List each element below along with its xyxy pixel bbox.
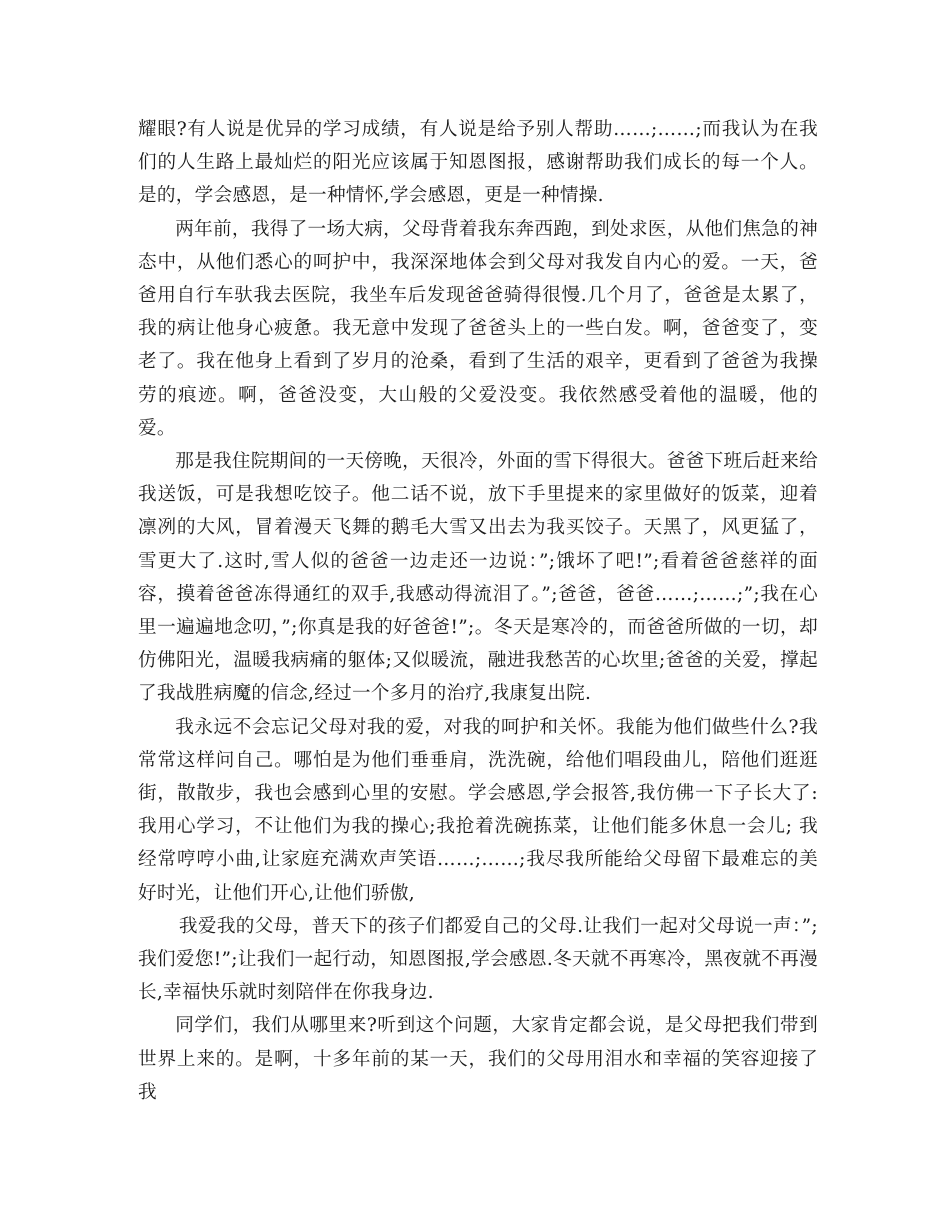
document-body (138, 113, 818, 1109)
paragraph-6: 同学们，我们从哪里来?听到这个问题，大家肯定都会说，是父母把我们带到世界上来的。是啊，十多年前的某一天，我们的父母用泪水和幸福的笑容迎接了我 (138, 1015, 818, 1103)
paragraph-2: 两年前，我得了一场大病，父母背着我东奔西跑，到处求医，从他们焦急的神态中，从他们悉心的呵护中，我深深地体会到父母对我发自内心的爱。一天，爸爸用自行车驮我去医院，我坐车后发现爸爸骑得很慢.几个月了，爸爸是太累了，我的病让他身心疲惫。我无意中发现了爸爸头上的一些白发。啊，爸爸变了，变老了。我在他身上看到了岁月的沧桑，看到了生活的艰辛，更看到了爸爸为我操劳的痕迹。啊，爸爸没变，大山般的父爱没变。我依然感受着他的温暖，他的爱。 (138, 218, 818, 439)
paragraph-5: 我爱我的父母，普天下的孩子们都爱自己的父母.让我们一起对父母说一声：”;我们爱您!”;让我们一起行动，知恩图报,学会感恩.冬天就不再寒冷，黑夜就不再漫长,幸福快乐就时刻陪伴在你我身边. (138, 915, 818, 1004)
paragraph-1: 耀眼?有人说是优异的学习成绩，有人说是给予别人帮助……;……;而我认为在我们的人生路上最灿烂的阳光应该属于知恩图报，感谢帮助我们成长的每一个人。是的，学会感恩，是一种情怀,学会感恩，更是一种情操. (138, 119, 818, 207)
paragraph-3: 那是我住院期间的一天傍晚，天很冷，外面的雪下得很大。爸爸下班后赶来给我送饭，可是我想吃饺子。他二话不说，放下手里提来的家里做好的饭菜，迎着凛冽的大风，冒着漫天飞舞的鹅毛大雪又出去为我买饺子。天黑了，风更猛了，雪更大了.这时,雪人似的爸爸一边走还一边说：”;饿坏了吧!”;看着爸爸慈祥的面容，摸着爸爸冻得通红的双手,我感动得流泪了。”;爸爸，爸爸……;……;”;我在心里一遍遍地念叨，”;你真是我的好爸爸!”;。冬天是寒冷的，而爸爸所做的一切，却仿佛阳光，温暖我病痛的躯体;又似暖流，融进我愁苦的心坎里;爸爸的关爱，撑起了我战胜病魔的信念,经过一个多月的治疗,我康复出院. (138, 451, 818, 705)
paragraph-4: 我永远不会忘记父母对我的爱，对我的呵护和关怀。我能为他们做些什么?我常常这样问自己。哪怕是为他们垂垂肩，洗洗碗，给他们唱段曲儿，陪他们逛逛街，散散步，我也会感到心里的安慰。学会感恩,学会报答,我仿佛一下子长大了:我用心学习，不让他们为我的操心;我抢着洗碗拣菜，让他们能多休息一会儿; 我经常哼哼小曲,让家庭充满欢声笑语……;……;我尽我所能给父母留下最难忘的美好时光，让他们开心,让他们骄傲, (138, 716, 818, 904)
